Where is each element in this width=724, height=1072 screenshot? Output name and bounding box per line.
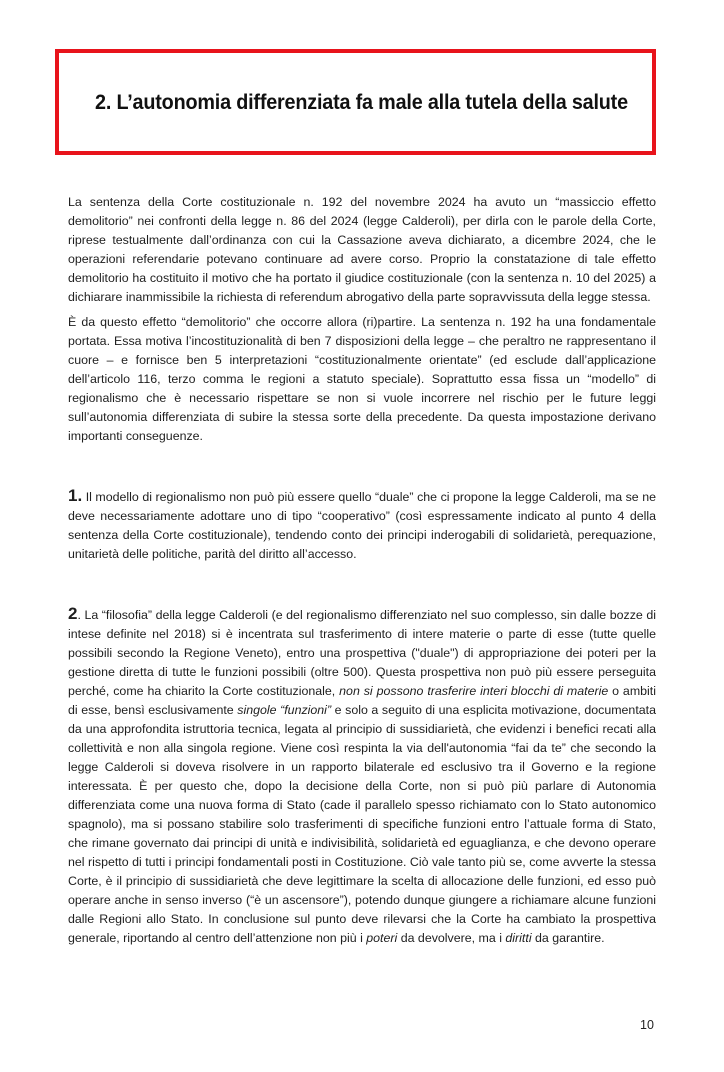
point-2-number: 2: [68, 604, 78, 623]
section-title: 2. L’autonomia differenziata fa male alla tutela della salute: [95, 90, 628, 114]
point-2-text-1: . La “filosofia” della legge Calderoli (e del regionalismo differenziato nel suo complesso, sin dalle bozze di intese definite nel 2018) si è incentrata sul trasferimento di intere materie o parte di esse (tutte quelle possibili secondo la Regione Veneto), entro una prospettiva ("duale") di appropriazione dei poteri per la gestione diretta di tutte le funzioni possibili (oltre 500). Questa prospettiva non può più essere perseguita perché, come ha chiarito la Corte costituzionale,: [68, 608, 656, 698]
body-content: [68, 193, 656, 948]
point-1-text: Il modello di regionalismo non può più essere quello “duale” che ci propone la legge Calderoli, ma se ne deve necessariamente adottare uno di tipo “cooperativo” (così espressamente indicato al punto 4 della sentenza della Corte costituzionale), tendendo conto dei principi inderogabili di solidarietà, perequazione, unitarietà delle politiche, parità del diritto all’accesso.: [68, 490, 656, 561]
point-2-emphasis-2: singole “funzioni”: [237, 703, 332, 717]
point-2-emphasis-3: poteri: [366, 931, 398, 945]
point-1-paragraph: [68, 486, 656, 564]
point-2-text-5: da garantire.: [531, 931, 605, 945]
point-2-paragraph: [68, 604, 656, 948]
page-number: 10: [640, 1018, 654, 1032]
point-2-text-4: da devolvere, ma i: [397, 931, 506, 945]
intro-paragraph-1: La sentenza della Corte costituzionale n. 192 del novembre 2024 ha avuto un “massiccio effetto demolitorio” nei confronti della legge n. 86 del 2024 (legge Calderoli), per dirla con le parole della Corte, riprese testualmente dall’ordinanza con cui la Cassazione aveva dichiarato, a dicembre 2024, che le operazioni referendarie potevano continuare ad avere corso. Proprio la constatazione di tale effetto demolitorio ha costituito il motivo che ha portato il giudice costituzionale (con la sentenza n. 10 del 2025) a dichiarare inammissibile la richiesta di referendum abrogativo della parte sopravvissuta della legge stessa.: [68, 195, 656, 304]
title-box: [55, 49, 656, 155]
point-1-number: 1.: [68, 486, 83, 505]
point-2-text-2: o ambiti di esse, bensì esclusivamente: [68, 684, 656, 717]
point-2-emphasis-4: diritti: [505, 931, 532, 945]
point-2-emphasis-1: non si possono trasferire interi blocchi di materie: [339, 684, 609, 698]
point-2-text-3: e solo a seguito di una esplicita motivazione, documentata da una approfondita istruttoria tecnica, legata al principio di sussidiarietà, che evidenzi i benefici recati alla collettività e non alla singola regione. Viene così respinta la via dell'autonomia “fai da te” che secondo la legge Calderoli si doveva risolvere in un rapporto bilaterale ed esclusivo tra il Governo e la regione interessata. È per questo che, dopo la decisione della Corte, non si può più parlare di Autonomia differenziata come una nuova forma di Stato (cade il parallelo spesso richiamato con lo Stato autonomico spagnolo), ma si possano stabilire solo trasferimenti di specifiche funzioni entro l’attuale forma di Stato, che rimane governato dai principi di unità e indivisibilità, solidarietà ed eguaglianza, e che devono operare nel rispetto di tutti i principi fondamentali posti in Costituzione. Ciò vale tanto più se, come avverte la stessa Corte, è il principio di sussidiarietà che deve legittimare la scelta di allocazione delle funzioni, ed esso può operare anche in senso inverso (“è un ascensore”), potendo dunque giungere a richiamare alcune funzioni dalle Regioni allo Stato. In conclusione sul punto deve rilevarsi che la Corte ha cambiato la prospettiva generale, riportando al centro dell’attenzione non più i: [68, 703, 656, 945]
intro-paragraph-2: È da questo effetto “demolitorio” che occorre allora (ri)partire. La sentenza n. 192 ha una fondamentale portata. Essa motiva l’incostituzionalità di ben 7 disposizioni della legge – che peraltro ne rappresentano il cuore – e fornisce ben 5 interpretazioni “costituzionalmente orientate” (ed esclude dall’applicazione dell’articolo 116, terzo comma le regioni a statuto speciale). Soprattutto essa fissa un “modello” di regionalismo che è necessario rispettare se non si vuole incorrere nel rischio per le future leggi sull’autonomia differenziata di subire la stessa sorte della precedente. Da questa impostazione derivano importanti conseguenze.: [68, 315, 656, 443]
